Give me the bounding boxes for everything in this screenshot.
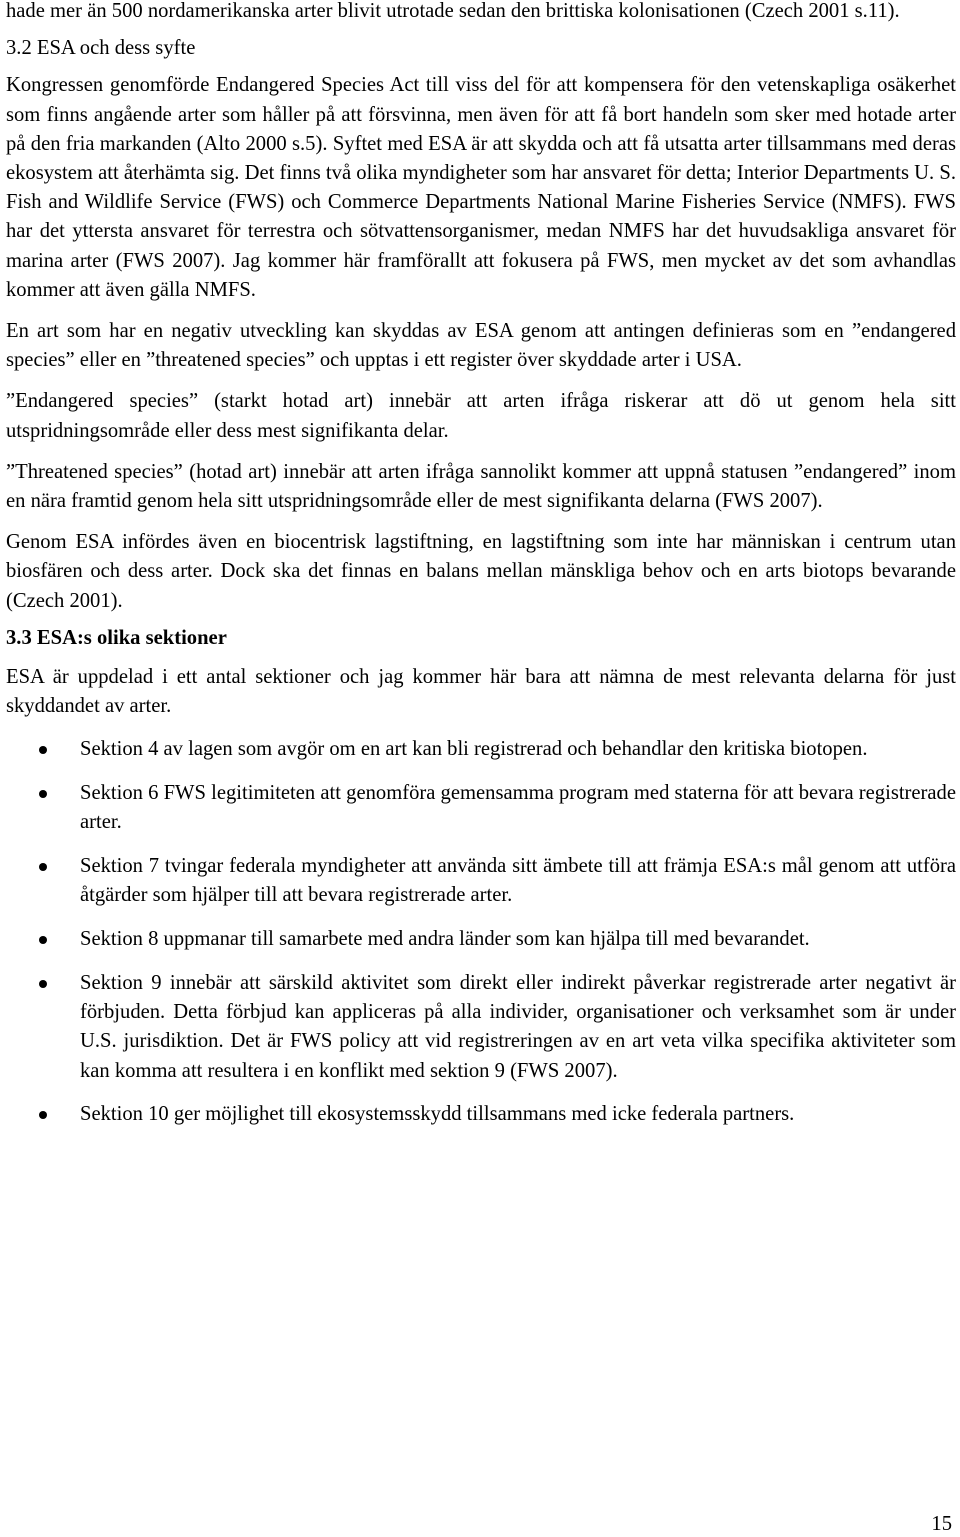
bullet-icon [39, 936, 47, 944]
section-heading-3-2: 3.2 ESA och dess syfte [6, 37, 196, 60]
list-item-text: Sektion 4 av lagen som avgör om en art kan bli registrerad och behandlar den kritiska biotopen. [80, 738, 868, 761]
section-heading-3-3: 3.3 ESA:s olika sektioner [6, 626, 227, 649]
list-item-section-7 [6, 852, 956, 910]
list-item-section-10 [6, 1100, 956, 1129]
paragraph-protection-categories: En art som har en negativ utveckling kan skyddas av ESA genom att antingen definieras som en ”endangered species” eller en ”threatened species” och upptas i ett register över skyddade arter i USA. [6, 320, 956, 372]
list-item-section-8 [6, 925, 956, 954]
paragraph-esa-purpose: Kongressen genomförde Endangered Species Act till viss del för att kompensera för den vetenskapliga osäkerhet som finns angående arter som håller på att försvinna, men även för att få bort handeln som sker med hotade arter på den fria markanden (Alto 2000 s.5). Syftet med ESA är att skydda och att få utsatta arter tillsammans med deras ekosystem att återhämta sig. Det finns två olika myndigheter som har ansvaret för detta; Interior Departments U. S. Fish and Wildlife Service (FWS) och Commerce Departments National Marine Fisheries Service (NMFS). FWS har det yttersta ansvaret för terrestra och sötvattensorganismer, medan NMFS har det huvudsakliga ansvaret för marina arter (FWS 2007). Jag kommer här framförallt att fokusera på FWS, men mycket av det som avhandlas kommer att även gälla NMFS. [6, 74, 956, 301]
bullet-icon [39, 980, 47, 988]
list-item-text: Sektion 7 tvingar federala myndigheter att använda sitt ämbete till att främja ESA:s mål genom att utföra åtgärder som hjälper till att bevara registrerade arter. [80, 855, 956, 907]
list-item-section-9 [6, 969, 956, 1086]
paragraph-threatened-definition: ”Threatened species” (hotad art) innebär att arten ifråga sannolikt kommer att uppnå statusen ”endangered” inom en nära framtid genom hela sitt utspridningsområde eller de mest signifikanta delarna (FWS 2007). [6, 460, 956, 513]
page-number: 15 [931, 1513, 952, 1535]
intro-paragraph: hade mer än 500 nordamerikanska arter blivit utrotade sedan den brittiska kolonisationen (Czech 2001 s.11). [6, 0, 900, 22]
paragraph-biocentric-legislation: Genom ESA infördes även en biocentrisk lagstiftning, en lagstiftning som inte har människan i centrum utan biosfären och dess arter. Dock ska det finnas en balans mellan mänskliga behov och en arts biotops bevarande (Czech 2001). [6, 531, 956, 612]
bullet-icon [39, 863, 47, 871]
bullet-icon [39, 790, 47, 798]
bullet-icon [39, 746, 47, 754]
document-page [6, 0, 956, 1144]
list-item-text: Sektion 10 ger möjlighet till ekosystemsskydd tillsammans med icke federala partners. [80, 1103, 795, 1126]
paragraph-sections-intro: ESA är uppdelad i ett antal sektioner och jag kommer här bara att nämna de mest relevanta delarna för just skyddandet av arter. [6, 666, 956, 718]
section-list [6, 735, 956, 1129]
list-item-section-4 [6, 735, 956, 764]
list-item-text: Sektion 8 uppmanar till samarbete med andra länder som kan hjälpa till med bevarandet. [80, 928, 810, 951]
list-item-text: Sektion 9 innebär att särskild aktivitet som direkt eller indirekt påverkar registrerade arter negativt är förbjuden. Detta förbjud kan appliceras på alla individer, organisationer och verksamhet som är under U.S. jurisdiktion. Det är FWS policy att vid registreringen av en art veta vilka specifika aktiviteter som kan komma att resultera i en konflikt med sektion 9 (FWS 2007). [80, 972, 956, 1082]
bullet-icon [39, 1111, 47, 1119]
list-item-text: Sektion 6 FWS legitimiteten att genomföra gemensamma program med staterna för att bevara registrerade arter. [80, 782, 956, 834]
list-item-section-6 [6, 779, 956, 837]
paragraph-endangered-definition: ”Endangered species” (starkt hotad art) innebär att arten ifråga riskerar att dö ut genom hela sitt utspridningsområde eller dess mest signifikanta delar. [6, 390, 956, 442]
